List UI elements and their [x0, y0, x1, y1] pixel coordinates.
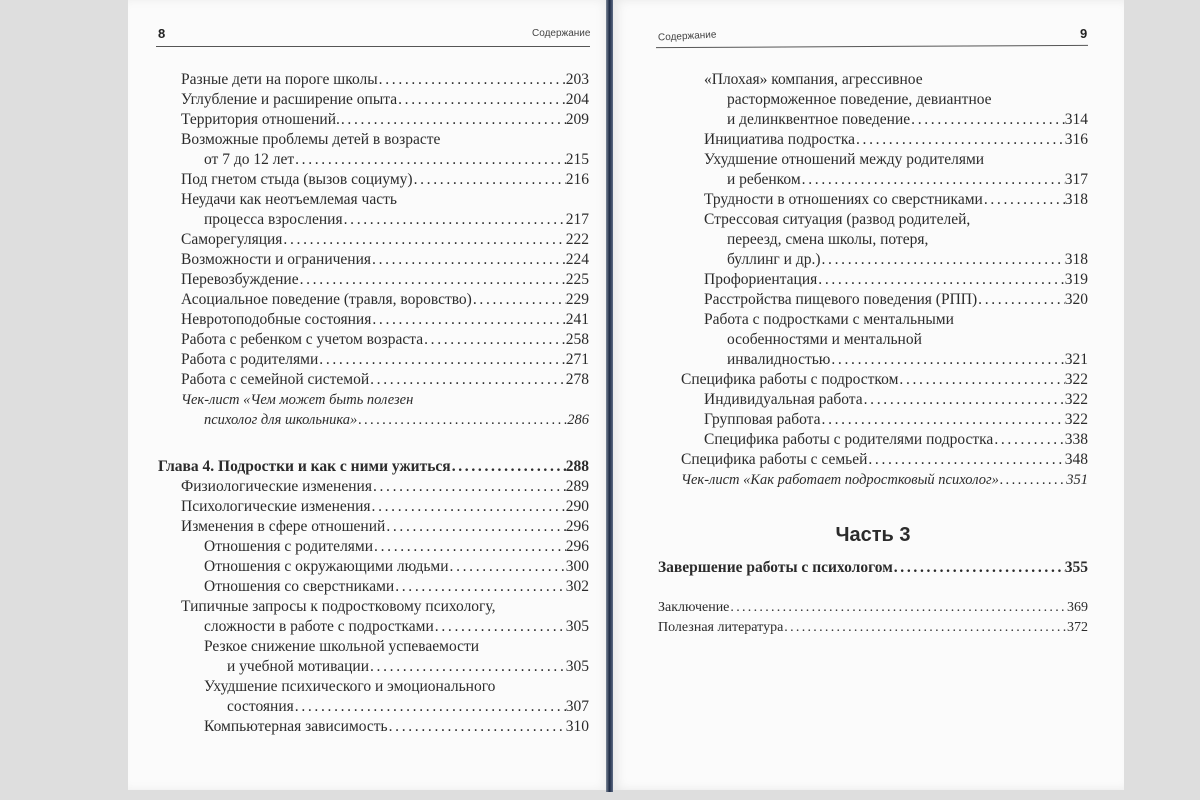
dot-leader	[343, 210, 566, 230]
toc-entry-title: Компьютерная зависимость	[204, 718, 388, 735]
toc-entry[interactable]	[158, 677, 589, 717]
dot-leader	[369, 657, 566, 677]
toc-page-number: 296	[565, 518, 589, 535]
dot-leader	[449, 557, 566, 577]
dot-leader	[867, 450, 1064, 470]
dot-leader	[388, 717, 566, 737]
toc-entry[interactable]	[158, 517, 589, 537]
toc-entry-title: процесса взросления	[204, 211, 343, 228]
toc-entry-title: Специфика работы с родителями подростка	[704, 431, 994, 448]
dot-leader	[801, 170, 1065, 190]
toc-entry-title: Физиологические изменения	[181, 478, 372, 495]
toc-entry[interactable]	[658, 470, 1088, 490]
toc-page-number: 310	[565, 718, 589, 735]
toc-entry-title: Возможности и ограничения	[181, 251, 372, 268]
toc-entry-title: Трудности в отношениях со сверстниками	[704, 191, 983, 208]
toc-page-number: 217	[565, 211, 589, 228]
toc-page-number: 372	[1067, 620, 1088, 635]
toc-entry[interactable]	[158, 370, 589, 390]
toc-entry-title: Инициатива подростка	[704, 131, 855, 148]
dot-leader	[371, 310, 565, 330]
dot-leader	[451, 457, 566, 477]
toc-entry[interactable]	[158, 130, 589, 170]
toc-entry-title: состояния	[227, 698, 294, 715]
toc-entry[interactable]	[158, 110, 589, 130]
toc-entry[interactable]	[158, 90, 589, 110]
toc-page-number: 318	[1064, 191, 1088, 208]
toc-entry-title: переезд, смена школы, потеря,	[727, 231, 929, 248]
toc-entry[interactable]	[658, 430, 1088, 450]
toc-entry[interactable]	[158, 170, 589, 190]
toc-page-number: 286	[567, 412, 589, 428]
dot-leader	[397, 90, 566, 110]
toc-page-number: 229	[565, 291, 589, 308]
toc-entry-title: и учебной мотивации	[227, 658, 369, 675]
toc-entry-title: Отношения с окружающими людьми	[204, 558, 449, 575]
toc-page-number: 314	[1064, 111, 1088, 128]
dot-leader	[318, 350, 565, 370]
dot-leader	[385, 517, 565, 537]
toc-entry-title: Территория отношений.	[181, 111, 340, 128]
toc-entry[interactable]	[158, 190, 589, 230]
dot-leader	[977, 290, 1065, 310]
toc-entry-title: и делинквентное поведение	[727, 111, 911, 128]
dot-leader	[910, 110, 1065, 130]
toc-entry-title: Неудачи как неотъемлемая часть	[181, 191, 397, 208]
toc-page-number: 322	[1064, 411, 1088, 428]
toc-entry[interactable]	[158, 310, 589, 330]
toc-entry-title: Изменения в сфере отношений	[181, 518, 386, 535]
toc-right	[658, 70, 1088, 638]
toc-entry-title: сложности в работе с подростками	[204, 618, 434, 635]
toc-page-number: 258	[565, 331, 589, 348]
toc-entry[interactable]	[158, 577, 589, 597]
toc-page-number: 302	[565, 578, 589, 595]
dot-leader	[821, 410, 1065, 430]
dot-leader	[472, 290, 566, 310]
dot-leader	[821, 250, 1065, 270]
dot-leader	[898, 370, 1064, 390]
toc-page-number: 203	[565, 71, 589, 88]
toc-page-number: 321	[1064, 351, 1088, 368]
toc-entry-title: Глава 4. Подростки и как с ними ужиться	[158, 458, 451, 475]
toc-page-number: 319	[1064, 271, 1088, 288]
toc-entry[interactable]	[658, 270, 1088, 290]
dot-leader	[357, 410, 567, 430]
toc-page-number: 322	[1064, 391, 1088, 408]
dot-leader	[817, 270, 1064, 290]
toc-entry-title: «Плохая» компания, агрессивное	[704, 71, 923, 88]
toc-entry-title: Работа с подростками с ментальными	[704, 311, 954, 328]
toc-entry-title: Стрессовая ситуация (развод родителей,	[704, 211, 971, 228]
toc-left	[158, 70, 589, 737]
toc-page-number: 369	[1067, 600, 1088, 615]
dot-leader	[893, 558, 1065, 578]
toc-entry-title: инвалидностью	[727, 351, 831, 368]
toc-entry-title: Типичные запросы к подростковому психологу,	[181, 598, 496, 615]
toc-entry-title: Заключение	[658, 600, 730, 615]
dot-leader	[373, 537, 566, 557]
toc-entry-title: Расстройства пищевого поведения (РПП)	[704, 291, 978, 308]
toc-entry[interactable]	[658, 150, 1088, 190]
dot-leader	[983, 190, 1065, 210]
toc-page-number: 271	[565, 351, 589, 368]
dot-leader	[993, 430, 1064, 450]
toc-page-number: 296	[565, 538, 589, 555]
toc-entry[interactable]	[658, 130, 1088, 150]
toc-page-number: 215	[565, 151, 589, 168]
dot-leader	[371, 250, 566, 270]
toc-entry-title: Профориентация	[704, 271, 818, 288]
page-number-left: 8	[158, 26, 166, 41]
dot-leader	[371, 497, 566, 517]
toc-entry-title: психолог для школьника»	[204, 412, 358, 428]
toc-page-number: 289	[565, 478, 589, 495]
dot-leader	[394, 577, 566, 597]
dot-leader	[999, 470, 1066, 490]
toc-entry[interactable]	[158, 270, 589, 290]
toc-entry[interactable]	[658, 598, 1088, 618]
toc-page-number: 241	[565, 311, 589, 328]
dot-leader	[830, 350, 1064, 370]
toc-entry[interactable]	[158, 457, 589, 477]
toc-page-number: 288	[565, 458, 589, 475]
toc-page-number: 317	[1064, 171, 1088, 188]
toc-entry-title: Психологические изменения	[181, 498, 371, 515]
toc-page-number: 204	[565, 91, 589, 108]
dot-leader	[372, 477, 566, 497]
toc-page-number: 322	[1064, 371, 1088, 388]
toc-entry-title: Чек-лист «Чем может быть полезен	[181, 392, 414, 408]
toc-entry[interactable]	[158, 477, 589, 497]
toc-entry-title: буллинг и др.)	[727, 251, 821, 268]
toc-entry[interactable]	[658, 370, 1088, 390]
toc-entry-title: расторможенное поведение, девиантное	[727, 91, 992, 108]
book-spine	[606, 0, 613, 792]
part-heading: Часть 3	[835, 524, 911, 546]
toc-entry-title: Асоциальное поведение (травля, воровство)	[181, 291, 472, 308]
toc-entry[interactable]	[658, 310, 1088, 370]
toc-page-number: 316	[1064, 131, 1088, 148]
toc-entry-title: Разные дети на пороге школы	[181, 71, 378, 88]
toc-page-number: 216	[565, 171, 589, 188]
toc-page-number: 305	[565, 618, 589, 635]
toc-page-number: 224	[565, 251, 589, 268]
running-title-left: Содержание	[532, 28, 591, 39]
toc-page-number: 225	[565, 271, 589, 288]
toc-entry-title: Групповая работа	[704, 411, 821, 428]
toc-page-number: 278	[565, 371, 589, 388]
toc-entry[interactable]	[158, 290, 589, 310]
toc-entry[interactable]	[158, 717, 589, 737]
toc-entry[interactable]	[658, 450, 1088, 470]
running-title-right: Содержание	[657, 29, 717, 44]
toc-entry[interactable]	[158, 537, 589, 557]
toc-entry-title: Ухудшение отношений между родителями	[704, 151, 985, 168]
toc-entry[interactable]	[658, 190, 1088, 210]
dot-leader	[423, 330, 566, 350]
toc-entry-title: Невротоподобные состояния	[181, 311, 372, 328]
toc-entry-title: Специфика работы с семьей	[681, 451, 868, 468]
toc-entry[interactable]	[658, 558, 1088, 578]
dot-leader	[282, 230, 565, 250]
dot-leader	[378, 70, 566, 90]
toc-entry[interactable]	[158, 597, 589, 637]
toc-entry-title: Индивидуальная работа	[704, 391, 863, 408]
dot-leader	[783, 618, 1067, 638]
toc-entry-title: от 7 до 12 лет	[204, 151, 295, 168]
toc-entry-title: Полезная литература	[658, 620, 784, 635]
toc-entry-title: Ухудшение психического и эмоционального	[204, 678, 496, 695]
dot-leader	[729, 598, 1067, 618]
toc-entry-title: Специфика работы с подростком	[681, 371, 899, 388]
toc-entry[interactable]	[158, 70, 589, 90]
toc-page-number: 209	[565, 111, 589, 128]
toc-entry[interactable]	[158, 350, 589, 370]
toc-page-number: 338	[1064, 431, 1088, 448]
toc-page-number: 222	[565, 231, 589, 248]
toc-entry-title: Углубление и расширение опыта	[181, 91, 398, 108]
toc-entry[interactable]	[658, 410, 1088, 430]
page-number-right: 9	[1080, 26, 1088, 41]
dot-leader	[369, 370, 566, 390]
dot-leader	[294, 697, 566, 717]
toc-entry-title: и ребенком	[727, 171, 801, 188]
toc-entry[interactable]	[658, 210, 1088, 270]
toc-entry-title: Работа с семейной системой	[181, 371, 370, 388]
toc-entry-title: особенностями и ментальной	[727, 331, 922, 348]
toc-entry[interactable]	[658, 390, 1088, 410]
dot-leader	[855, 130, 1065, 150]
toc-entry-title: Саморегуляция	[181, 231, 283, 248]
toc-entry[interactable]	[658, 70, 1088, 130]
toc-page-number: 351	[1066, 472, 1088, 488]
toc-entry[interactable]	[158, 230, 589, 250]
toc-page-number: 355	[1064, 559, 1088, 576]
toc-entry[interactable]	[158, 250, 589, 270]
toc-entry-title: Резкое снижение школьной успеваемости	[204, 638, 480, 655]
toc-page-number: 307	[565, 698, 589, 715]
toc-entry[interactable]	[158, 330, 589, 350]
toc-entry[interactable]	[658, 618, 1088, 638]
dot-leader	[294, 150, 566, 170]
toc-entry-title: Отношения со сверстниками	[204, 578, 395, 595]
toc-entry-title: Отношения с родителями	[204, 538, 374, 555]
toc-entry-title: Под гнетом стыда (вызов социуму)	[181, 171, 413, 188]
toc-entry-title: Работа с ребенком с учетом возраста	[181, 331, 424, 348]
toc-entry-title: Возможные проблемы детей в возрасте	[181, 131, 441, 148]
toc-entry-title: Перевозбуждение	[181, 271, 299, 288]
toc-entry[interactable]	[158, 497, 589, 517]
toc-entry-title: Работа с родителями	[181, 351, 319, 368]
toc-entry-title: Завершение работы с психологом	[658, 559, 893, 576]
dot-leader	[299, 270, 566, 290]
toc-entry[interactable]	[158, 557, 589, 577]
toc-page-number: 320	[1064, 291, 1088, 308]
toc-entry[interactable]	[158, 390, 589, 430]
dot-leader	[340, 110, 566, 130]
dot-leader	[434, 617, 566, 637]
toc-entry[interactable]	[158, 637, 589, 677]
dot-leader	[863, 390, 1065, 410]
toc-entry-title: Чек-лист «Как работает подростковый психолог»	[681, 472, 999, 488]
toc-page-number: 318	[1064, 251, 1088, 268]
toc-page-number: 348	[1064, 451, 1088, 468]
header-rule-left	[156, 46, 590, 47]
dot-leader	[413, 170, 566, 190]
toc-page-number: 305	[565, 658, 589, 675]
toc-entry[interactable]	[658, 290, 1088, 310]
toc-page-number: 290	[565, 498, 589, 515]
toc-page-number: 300	[565, 558, 589, 575]
